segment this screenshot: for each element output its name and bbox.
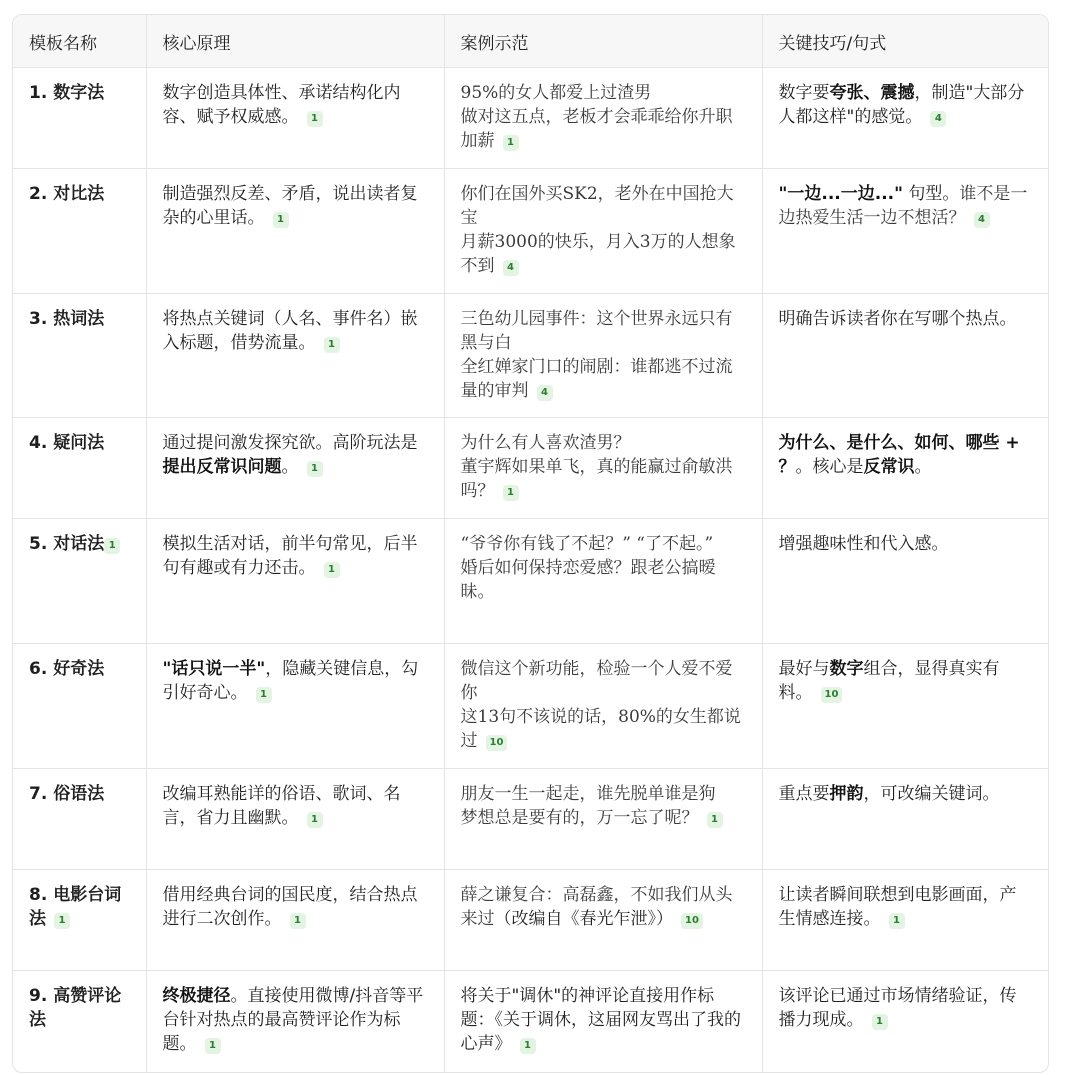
citation-badge[interactable]: 4 xyxy=(537,385,553,401)
principle-text: 通过提问激发探究欲。高阶玩法是 xyxy=(162,433,418,453)
principle-text: 借用经典台词的国民度，结合热点进行二次创作。 xyxy=(162,885,418,929)
template-name-cell xyxy=(13,169,146,294)
principle-cell xyxy=(146,971,444,1073)
tip-example-text: 谁不是一边热爱生活一边不想活？ xyxy=(778,184,1028,228)
citation-badge[interactable]: 1 xyxy=(205,1038,221,1054)
tip-text: 。核心是 xyxy=(795,457,864,477)
citation-badge[interactable]: 1 xyxy=(889,913,905,929)
example-cell xyxy=(444,870,762,971)
citation-badge[interactable]: 1 xyxy=(324,337,340,353)
template-name: 5. 对话法 xyxy=(29,534,105,554)
tip-cell xyxy=(762,769,1048,870)
example-line: 梦想总是要有的，万一忘了呢？ xyxy=(460,808,699,828)
table-row xyxy=(13,644,1048,769)
citation-badge[interactable]: 4 xyxy=(930,111,946,127)
principle-emphasis: "话只说一半" xyxy=(162,659,266,679)
template-name-cell xyxy=(13,971,146,1073)
principle-cell xyxy=(146,644,444,769)
template-name: 9. 高赞评论法 xyxy=(29,986,122,1030)
table-row xyxy=(13,971,1048,1073)
example-line: 月薪3000的快乐，月入3万的人想象不到 xyxy=(460,232,736,276)
tip-cell xyxy=(762,971,1048,1073)
principle-cell xyxy=(146,519,444,644)
principle-cell xyxy=(146,169,444,294)
tip-text: 数字要 xyxy=(778,83,830,103)
tip-emphasis: 反常识 xyxy=(863,457,915,477)
tip-text: 重点要 xyxy=(778,784,830,804)
template-name: 1. 数字法 xyxy=(29,83,105,103)
example-line: 为什么有人喜欢渣男？ xyxy=(460,433,631,453)
tip-cell xyxy=(762,418,1048,519)
table-row xyxy=(13,294,1048,418)
tip-emphasis: 夸张、震撼 xyxy=(829,83,915,103)
principle-cell xyxy=(146,294,444,418)
example-source-note: （改编自《春光乍泄》） xyxy=(494,909,673,929)
citation-badge[interactable]: 1 xyxy=(290,913,306,929)
principle-text: 数字创造具体性、承诺结构化内容、赋予权威感。 xyxy=(162,83,401,127)
tip-emphasis: 为什么、是什么、如何、哪些 + ？ xyxy=(778,433,1020,477)
template-name-cell xyxy=(13,870,146,971)
header-template-name: 模板名称 xyxy=(13,15,146,68)
tip-text: 最好与 xyxy=(778,659,830,679)
citation-badge[interactable]: 1 xyxy=(520,1038,536,1054)
tip-cell xyxy=(762,644,1048,769)
header-key-tips: 关键技巧/句式 xyxy=(762,15,1048,68)
tip-emphasis: 押韵 xyxy=(829,784,864,804)
tip-text: 让读者瞬间联想到电影画面，产生情感连接。 xyxy=(778,885,1017,929)
tip-text: 组合，显得真实有料。 xyxy=(778,659,1000,703)
template-name-cell xyxy=(13,519,146,644)
table-row xyxy=(13,418,1048,519)
example-cell xyxy=(444,68,762,169)
example-line: 婚后如何保持恋爱感？跟老公搞暧昧。 xyxy=(460,558,716,602)
example-line: “爷爷你有钱了不起？” “了不起。” xyxy=(460,534,714,554)
principle-text: 。直接使用微博/抖音等平台针对热点的最高赞评论作为标题。 xyxy=(162,986,424,1054)
citation-badge[interactable]: 4 xyxy=(503,260,519,276)
tip-cell xyxy=(762,68,1048,169)
tip-cell xyxy=(762,870,1048,971)
tip-emphasis: "一边...一边..." xyxy=(778,184,903,204)
table-row xyxy=(13,68,1048,169)
tip-text: 该评论已通过市场情绪验证，传播力现成。 xyxy=(778,986,1017,1030)
template-name: 6. 好奇法 xyxy=(29,659,105,679)
tip-text: 增强趣味性和代入感。 xyxy=(778,534,949,554)
principle-cell xyxy=(146,68,444,169)
tip-cell xyxy=(762,169,1048,294)
header-core-principle: 核心原理 xyxy=(146,15,444,68)
tip-text: ，可改编关键词。 xyxy=(863,784,1000,804)
example-line: 三色幼儿园事件：这个世界永远只有黑与白 xyxy=(460,309,733,353)
example-line: 薛之谦复合：高磊鑫，不如我们从头来过 xyxy=(460,885,733,929)
example-line: 95%的女人都爱上过渣男 xyxy=(460,83,652,103)
citation-badge[interactable]: 1 xyxy=(104,538,120,554)
tip-emphasis: 数字 xyxy=(829,659,864,679)
table-header-row xyxy=(13,15,1048,68)
example-cell xyxy=(444,644,762,769)
example-text: 将关于"调休"的神评论直接用作标题：《关于调休，这届网友骂出了我的心声》 xyxy=(460,986,741,1054)
principle-cell xyxy=(146,870,444,971)
example-line: 全红婵家门口的闹剧：谁都逃不过流量的审判 xyxy=(460,357,733,401)
principle-emphasis: 提出反常识问题 xyxy=(162,457,282,477)
citation-badge[interactable]: 1 xyxy=(872,1014,888,1030)
citation-badge[interactable]: 1 xyxy=(307,812,323,828)
table-row xyxy=(13,519,1048,644)
template-name-cell xyxy=(13,294,146,418)
citation-badge[interactable]: 1 xyxy=(54,913,70,929)
principle-text: 将热点关键词（人名、事件名）嵌入标题，借势流量。 xyxy=(162,309,418,353)
citation-badge[interactable]: 1 xyxy=(273,212,289,228)
example-cell xyxy=(444,971,762,1073)
template-name: 3. 热词法 xyxy=(29,309,105,329)
example-cell xyxy=(444,769,762,870)
citation-badge[interactable]: 1 xyxy=(307,461,323,477)
example-line: 微信这个新功能，检验一个人爱不爱你 xyxy=(460,659,733,703)
principle-text: 改编耳熟能详的俗语、歌词、名言，省力且幽默。 xyxy=(162,784,401,828)
example-line: 董宇辉如果单飞，真的能赢过俞敏洪吗？ xyxy=(460,457,733,501)
principle-text: ，隐藏关键信息，勾引好奇心。 xyxy=(162,659,419,703)
citation-badge[interactable]: 1 xyxy=(256,687,272,703)
example-cell xyxy=(444,294,762,418)
table-row xyxy=(13,169,1048,294)
citation-badge[interactable]: 1 xyxy=(307,111,323,127)
title-templates-table-container xyxy=(12,14,1049,1073)
citation-badge[interactable]: 10 xyxy=(486,735,508,751)
header-example: 案例示范 xyxy=(444,15,762,68)
template-name: 7. 俗语法 xyxy=(29,784,105,804)
principle-emphasis: 终极捷径 xyxy=(162,986,231,1006)
tip-cell xyxy=(762,519,1048,644)
tip-text: 句型。 xyxy=(902,184,960,204)
citation-badge[interactable]: 4 xyxy=(974,212,990,228)
principle-cell xyxy=(146,418,444,519)
example-cell xyxy=(444,169,762,294)
citation-badge[interactable]: 1 xyxy=(324,562,340,578)
tip-text: 。 xyxy=(914,457,932,477)
citation-badge[interactable]: 1 xyxy=(707,812,723,828)
example-line: 朋友一生一起走，谁先脱单谁是狗 xyxy=(460,784,716,804)
template-name-cell xyxy=(13,418,146,519)
example-line: 这13句不该说的话，80%的女生都说过 xyxy=(460,707,741,751)
template-name-cell xyxy=(13,644,146,769)
table-row xyxy=(13,769,1048,870)
template-name-cell xyxy=(13,769,146,870)
tip-text: ，制造"大部分人都这样"的感觉。 xyxy=(778,83,1025,127)
title-templates-table xyxy=(13,15,1048,1072)
principle-text: 制造强烈反差、矛盾，说出读者复杂的心里话。 xyxy=(162,184,418,228)
principle-text: 。 xyxy=(281,457,299,477)
template-name: 8. 电影台词法 xyxy=(29,885,122,929)
tip-cell xyxy=(762,294,1048,418)
principle-text: 模拟生活对话，前半句常见，后半句有趣或有力还击。 xyxy=(162,534,418,578)
citation-badge[interactable]: 1 xyxy=(503,485,519,501)
tip-text: 明确告诉读者你在写哪个热点。 xyxy=(778,309,1017,329)
template-name: 4. 疑问法 xyxy=(29,433,105,453)
example-line: 做对这五点，老板才会乖乖给你升职加薪 xyxy=(460,107,733,151)
principle-cell xyxy=(146,769,444,870)
template-name-cell xyxy=(13,68,146,169)
citation-badge[interactable]: 1 xyxy=(503,135,519,151)
example-cell xyxy=(444,519,762,644)
table-row xyxy=(13,870,1048,971)
example-line: 你们在国外买SK2，老外在中国抢大宝 xyxy=(460,184,734,228)
citation-badge[interactable]: 10 xyxy=(681,913,703,929)
citation-badge[interactable]: 10 xyxy=(821,687,843,703)
example-cell xyxy=(444,418,762,519)
template-name: 2. 对比法 xyxy=(29,184,105,204)
